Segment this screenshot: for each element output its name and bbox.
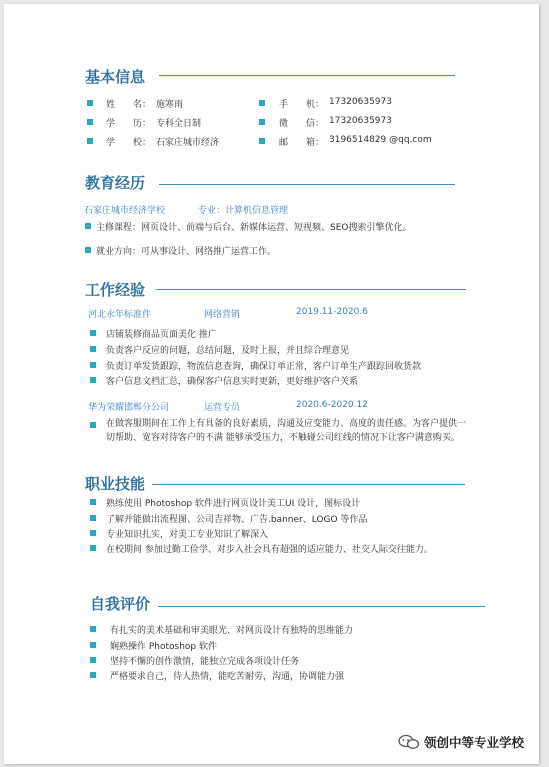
bullet-icon	[90, 330, 96, 336]
bullet-icon	[259, 138, 265, 144]
self-item: 严格要求自己，待人热情，能吃苦耐劳，沟通，协调能力强	[110, 672, 345, 682]
skill-item: 专业知识扎实，对美工专业知识了解深入	[106, 530, 269, 540]
section-rule	[152, 484, 465, 485]
bullet-icon	[90, 657, 96, 663]
bullet-icon	[90, 377, 96, 383]
wechat-label: 微 信：	[279, 119, 325, 129]
skill-item: 熟练使用 Photoshop 软件进行网页设计美工UI 设计，图标设计	[106, 499, 361, 509]
section-title-education: 教育经历	[85, 174, 146, 192]
job-item: 客户信息文档汇总，确保客户信息实时更新，更好维护客户关系	[106, 377, 359, 387]
resume-page	[4, 4, 539, 764]
wechat-logo-icon	[398, 734, 420, 750]
name-value: 施寒雨	[156, 100, 184, 110]
bullet-icon	[90, 499, 96, 505]
bullet-icon	[90, 626, 96, 632]
section-rule	[159, 75, 455, 76]
email-label: 邮 箱：	[279, 138, 325, 148]
bullet-icon	[87, 100, 93, 106]
email-value: 3196514829 @qq.com	[329, 135, 432, 145]
wechat-value: 17320635973	[329, 116, 392, 126]
bullet-icon	[259, 100, 265, 106]
job-company: 华为荣耀邯郸分公司	[88, 403, 170, 413]
section-title-skills: 职业技能	[85, 475, 146, 493]
job-position: 运营专员	[204, 403, 241, 413]
bullet-icon	[90, 422, 96, 428]
self-item: 娴熟操作 Photoshop 软件	[110, 642, 218, 652]
bullet-icon	[90, 545, 96, 551]
skill-item: 了解并能做出流程图、公司吉祥物、广告.banner、LOGO 等作品	[106, 515, 368, 525]
name-label: 姓 名：	[106, 100, 152, 110]
job-item: 负责客户反应的问题，总结问题，及时上报，并且综合理意见	[106, 346, 350, 356]
bullet-icon	[87, 119, 93, 125]
section-title-basic: 基本信息	[85, 68, 146, 86]
edu-value: 专科全日制	[156, 119, 202, 129]
bullet-icon	[90, 515, 96, 521]
school-label: 学 校：	[106, 138, 152, 148]
section-rule	[159, 184, 455, 185]
self-item: 有扎实的美术基础和审美眼光、对网页设计有独特的思维能力	[110, 626, 354, 636]
job-period: 2020.6-2020.12	[296, 400, 368, 410]
phone-value: 17320635973	[329, 97, 392, 107]
section-rule	[156, 289, 466, 290]
edu-direction: 就业方向：可从事设计、网络推广运营工作。	[96, 247, 277, 257]
watermark-text: 领创中等专业学校	[424, 735, 525, 750]
job-company: 河北永年标准件	[88, 310, 152, 320]
bullet-icon	[87, 138, 93, 144]
edu-major: 专业：计算机信息管理	[198, 206, 289, 216]
bullet-icon	[90, 346, 96, 352]
bullet-icon	[90, 672, 96, 678]
edu-label: 学 历：	[106, 119, 152, 129]
school-value: 石家庄城市经济	[156, 138, 220, 148]
bullet-icon	[90, 642, 96, 648]
job-position: 网络营销	[204, 310, 241, 320]
edu-courses: 主修课程：网页设计、前端与后台、新媒体运营、短视频、SEO搜索引擎优化。	[96, 223, 412, 233]
job-item: 店铺装修商品页面美化 推广	[106, 330, 217, 340]
phone-label: 手 机：	[279, 100, 325, 110]
bullet-icon	[85, 247, 91, 253]
job-item: 负责订单发货跟踪，物流信息查询，确保订单正常，客户订单生产跟踪回收货款	[106, 362, 422, 372]
job-period: 2019.11-2020.6	[296, 307, 368, 317]
bullet-icon	[90, 530, 96, 536]
bullet-icon	[259, 119, 265, 125]
bullet-icon	[85, 223, 91, 229]
self-item: 坚持不懈的创作激情，能独立完成各项设计任务	[110, 657, 300, 667]
job-item: 在做客服期间在工作上有具备的良好素质，沟通及应变能力、高度的责任感。为客户提供一切帮助、宽容对待客户的不满 能够承受压力，不触碰公司红线的情况下让客户满意购买。	[106, 419, 467, 443]
section-rule	[158, 606, 485, 607]
edu-school: 石家庄城市经济学校	[84, 206, 166, 216]
bullet-icon	[90, 362, 96, 368]
skill-item: 在校期间 参加过勤工俭学、对步入社会具有超强的适应能力、社交人际交往能力。	[106, 545, 433, 555]
section-title-self: 自我评价	[90, 595, 151, 613]
section-title-work: 工作经验	[85, 281, 146, 299]
